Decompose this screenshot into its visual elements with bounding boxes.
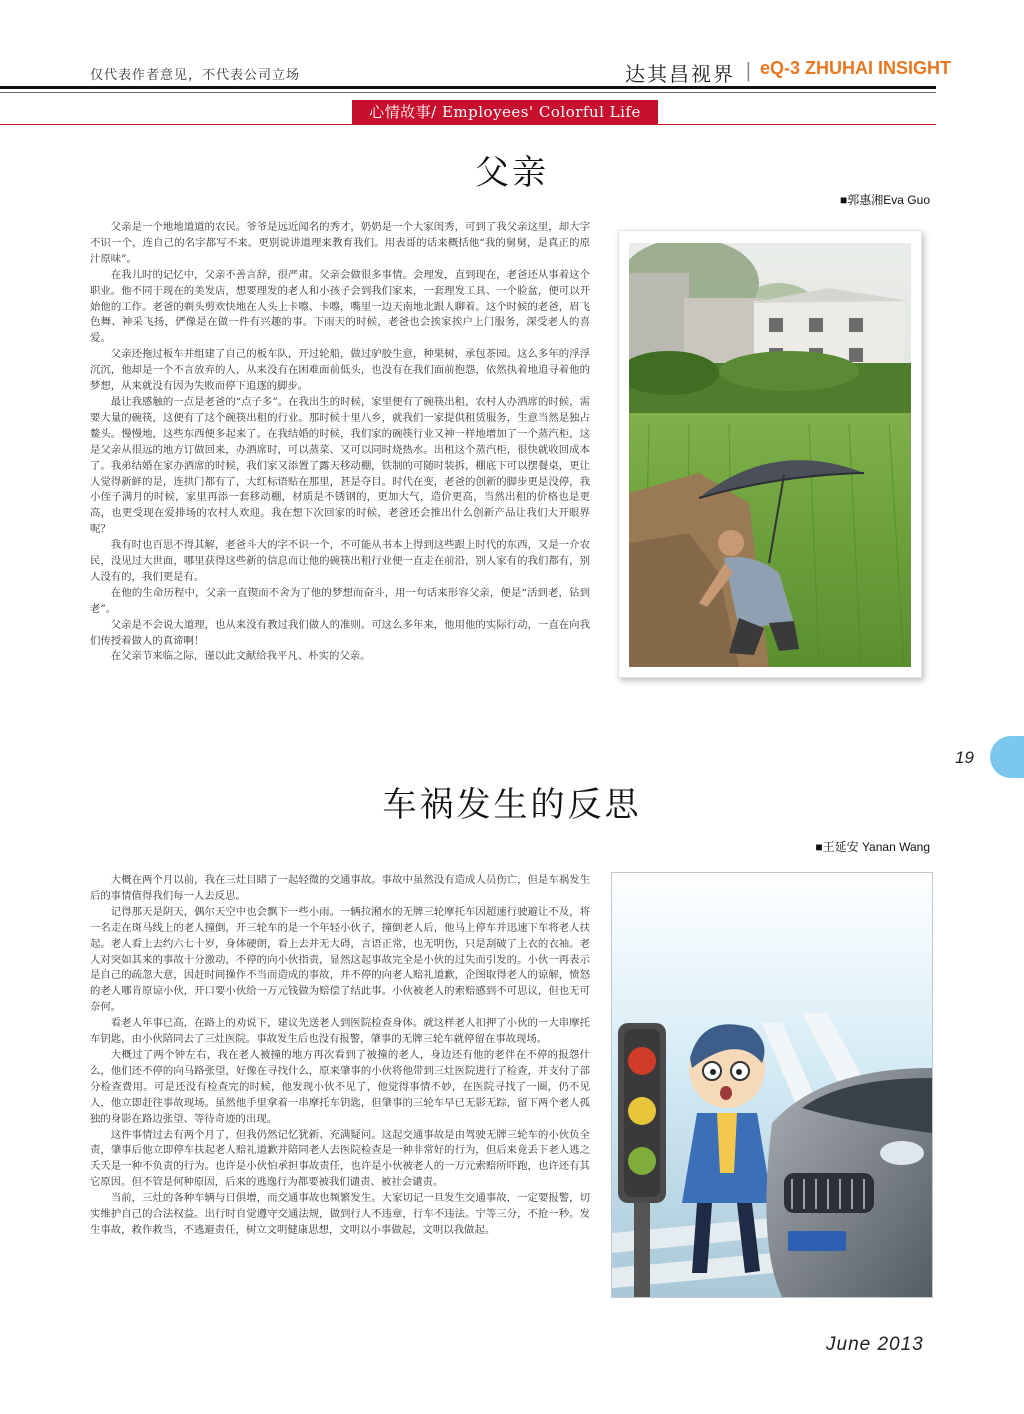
masthead-chinese: 达其昌视界	[625, 62, 735, 86]
photo1-frame	[618, 230, 922, 678]
footer-date: June 2013	[826, 1334, 924, 1355]
masthead-english: eQ-3 ZHUHAI INSIGHT	[760, 58, 952, 78]
article2-paragraph: 大概在两个月以前，我在三灶目睹了一起轻微的交通事故。事故中虽然没有造成人员伤亡，但是车祸发生后的事情值得我们每一人去反思。	[90, 874, 590, 902]
article2-byline: ■王延安 Yanan Wang	[815, 840, 930, 854]
article2-paragraph: 大概过了两个钟左右，我在老人被撞的地方再次看到了被撞的老人，身边还有他的老伴在不停的报怨什么，他们还不停的向马路张望，好像在寻找什么，原来肇事的小伙将他带到三灶医院进行了检查，并支付了部分检查费用。可是还没有检查完的时候，他发现小伙不见了，他觉得事情不妙，在医院寻找了一圈，仍不见人，他立即赶往事故现场。虽然他手里拿着一串摩托车钥匙，但肇事的三轮车早已无影无踪，留下两个老人孤独的身影在路边张望、等待奇迹的出现。	[90, 1048, 590, 1125]
header-rule-thin	[0, 92, 936, 93]
masthead-separator: |	[745, 58, 752, 82]
article1-body	[90, 220, 590, 665]
article2-paragraph: 这件事情过去有两个月了，但我仍然记忆犹新、充满疑问。这起交通事故是由驾驶无牌三轮车的小伙负全责，肇事后他立即停车扶起老人赔礼道歉并陪同老人去医院检查是一种非常好的行为，但后来竟丢下老人逃之夭夭是一种不负责的行为。也许是小伙怕承担事故责任，也许是小伙被老人的一万元索赔所吓跑，也许还有其它原因。但不管是何种原因，后来的逃逸行为都要被我们谴责、被社会谴责。	[90, 1128, 590, 1189]
article1-title: 父亲	[475, 153, 549, 193]
article1-paragraph: 父亲是一个地地道道的农民。爷爷是远近闻名的秀才，奶奶是一个大家闺秀，可到了我父亲这里，却大字不识一个，连自己的名字都写不来。更别说讲道理来教育我们。用表哥的话来概括他“我的舅舅，是真正的原汁原味”。	[90, 221, 590, 265]
article1-paragraph: 父亲还拖过板车并组建了自己的板车队，开过轮船，做过驴胶生意，种果树，承包茶园。这么多年的浮浮沉沉，他却是一个不言放弃的人，从来没有在困难面前低头，也没有在我们面前抱怨，依然执着地追寻着他的梦想，从来就没有因为失败而停下追逐的脚步。	[90, 348, 590, 393]
page-number-tab	[990, 736, 1024, 778]
article2-paragraph: 看老人年事已高，在路上的劝说下，建议先送老人到医院检查身体。就这样老人扣押了小伙的一大串摩托车钥匙，由小伙陪同去了三灶医院。事故发生后也没有报警，肇事的无牌三轮车就停留在事故现场。	[90, 1017, 590, 1046]
article1-paragraph: 我有时也百思不得其解，老爸斗大的字不识一个，不可能从书本上得到这些跟上时代的东西，又是一介农民，没见过大世面，哪里获得这些新的信息而让他的碗筷出租行业便一直走在前沿，别人家有的我们都有，别人没有的，我们更是有。	[90, 539, 590, 583]
photo2-cartoon-traffic-accident	[612, 873, 932, 1297]
article1-paragraph: 在父亲节来临之际，谨以此文献给我平凡、朴实的父亲。	[110, 650, 371, 663]
article1-paragraph: 父亲是不会说大道理，也从来没有教过我们做人的准则。可这么多年来，他用他的实际行动，一直在向我们传授着做人的真谛啊！	[90, 618, 590, 647]
photo1-man-umbrella-rice-field	[629, 243, 911, 667]
article1-byline: ■郭惠湘Eva Guo	[840, 193, 930, 207]
article1-paragraph: 在他的生命历程中，父亲一直锲而不舍为了他的梦想而奋斗，用一句话来形容父亲，便是“活到老，钻到老”。	[90, 586, 590, 615]
article1-paragraph: 在我儿时的记忆中，父亲不善言辞，很严肃。父亲会做很多事情。会理发，直到现在，老爸还从事着这个职业。他不同于现在的美发店，想要理发的老人和小孩子会到我们家来，一套理发工具、一个脸盆，便可以开始他的工作。老爸的剃头剪欢快地在人头上卡嚓、卡嚓，嘴里一边天南地北跟人聊着。这个时候的老爸，眉飞色舞、神采飞扬，俨像是在做一件有兴趣的事。下雨天的时候，老爸也会挨家挨户上门服务，深受老人的喜爱。	[90, 268, 590, 345]
article2-body	[90, 873, 590, 1239]
header-disclaimer: 仅代表作者意见，不代表公司立场	[90, 68, 301, 83]
article2-paragraph: 当前，三灶的各种车辆与日俱增，而交通事故也频繁发生。大家切记一旦发生交通事故，一定要报警，切实维护自己的合法权益。出行时自觉遵守交通法规，做到行人不违章，行车不违法。宁等三分，不抢一秒。发生事故，救作救当，不逃避责任，树立文明健康思想，文明以小事做起，文明以我做起。	[90, 1192, 590, 1236]
header-rule-thick	[0, 86, 936, 89]
article2-paragraph: 记得那天是阴天，偶尔天空中也会飘下一些小雨。一辆拉潲水的无牌三轮摩托车因超速行驶避让不及，将一名走在斑马线上的老人撞倒，开三轮车的是一个年轻小伙子，撞倒老人后，他马上停车并迅速下车将老人扶起。老人看上去约六七十岁，身体硬朗，看上去并无大碍，言语正常，也无明伤，只是刮破了上衣的衣袖。老人对突如其来的事故十分激动，不停的向小伙指责，显然这起事故完全是小伙的过失而引发的。小伙一再表示是自己的疏忽大意，因赶时间操作不当而造成的事故，并不停的向老人赔礼道歉，企图取得老人的谅解，愤怒的老人哪肯原谅小伙，开口要小伙给一万元钱做为赔偿了结此事。小伙被老人的索赔感到不可思议，但也无可奈何。	[90, 905, 590, 1014]
article1-paragraph: 最让我感触的一点是老爸的“点子多”。在我出生的时候，家里便有了碗筷出租，农村人办酒席的时候，需要大量的碗筷，这便有了这个碗筷出租的行业。那时候十里八乡，就我们一家提供租赁服务，生意当然是独占鳌头。慢慢地，这些东西便多起来了。在我结婚的时候，我们家的碗筷行业又神一样地增加了一个蒸汽柜，这是父亲从很远的地方订做回来，办酒席时，可以蒸菜、又可以同时烧热水。出租这个蒸汽柜，很快就收回成本了。我弟结婚在家办酒席的时候，我们家又添置了露天移动棚，铁制的可随时装拆，棚底下可以摆餐桌，更让人觉得新鲜的是，连拱门都有了，大红标语贴在那里，甚是夺目。时代在变，老爸的创新的脚步更是没停，我小侄子满月的时候，家里再添一套移动棚，材质是不锈钢的，更加大气，造价更高，当然出租的价格也是更高，也更受现在爱排场的农村人欢迎。我在想下次回家的时候，老爸还会推出什么创新产品让我们大开眼界呢？	[90, 395, 590, 536]
section-label: 心情故事/ Employees' Colorful Life	[352, 100, 658, 125]
photo2-frame	[611, 872, 933, 1298]
page-number: 19	[955, 748, 974, 767]
article2-title: 车祸发生的反思	[382, 785, 642, 825]
